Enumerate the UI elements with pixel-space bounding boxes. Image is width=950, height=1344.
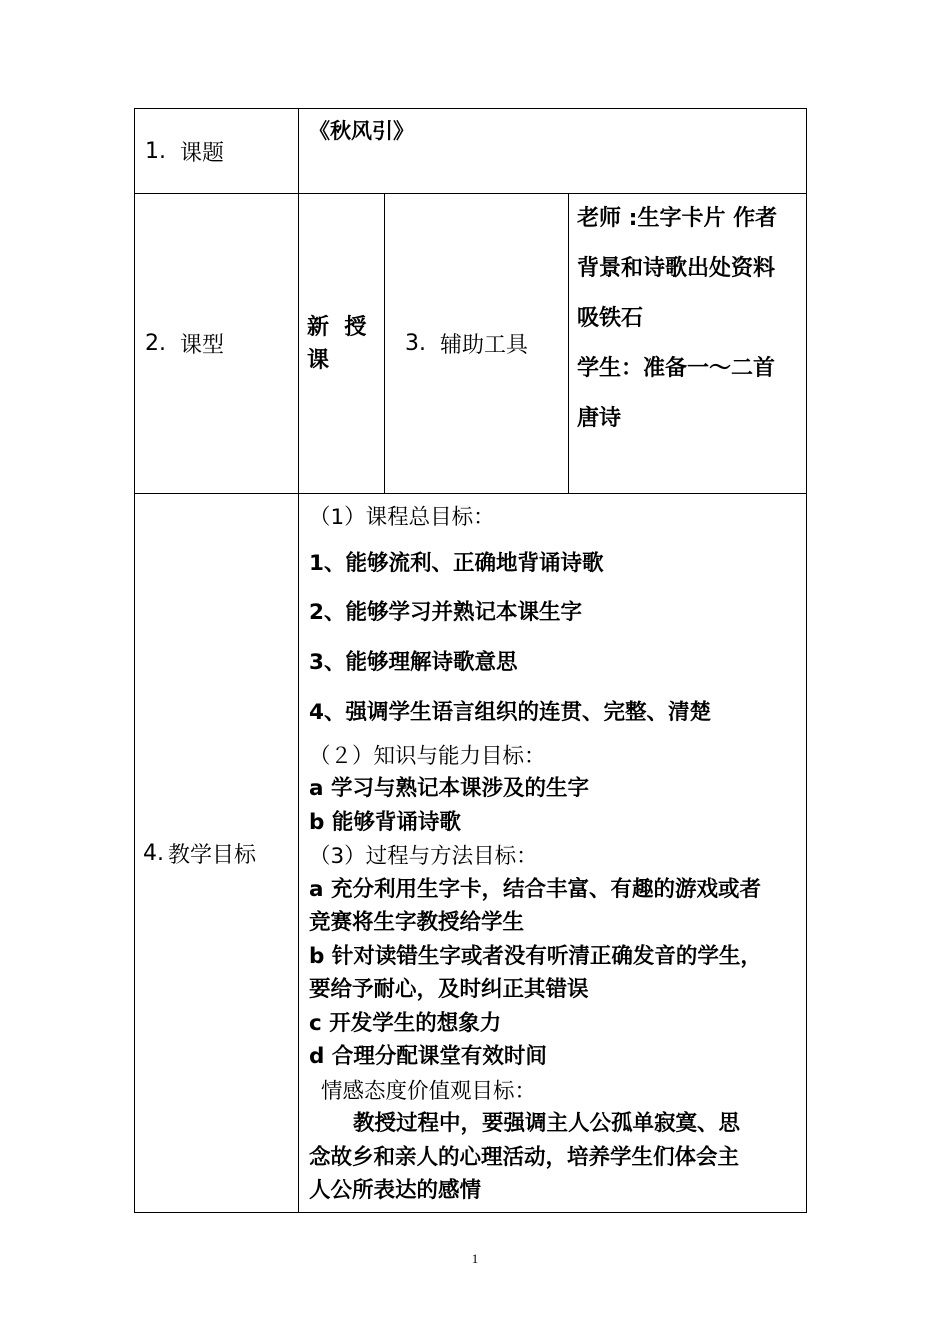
type-value-cell: [298, 193, 385, 494]
goals-line: a 充分利用生字卡，结合丰富、有趣的游戏或者: [309, 877, 761, 902]
goals-line: a 学习与熟记本课涉及的生字: [309, 776, 589, 801]
goals-heading: 情感态度价值观目标：: [321, 1079, 537, 1104]
type-label: 课型: [180, 333, 225, 358]
goals-line: 教授过程中，要强调主人公孤单寂寞、思: [353, 1111, 741, 1136]
tools-line: 老师 :生字卡片 作者: [577, 206, 778, 231]
type-label-cell: [134, 193, 299, 494]
goals-line: 2、能够学习并熟记本课生字: [309, 600, 582, 625]
goals-line: b 针对读错生字或者没有听清正确发音的学生，: [309, 944, 762, 969]
tools-line: 背景和诗歌出处资料: [577, 256, 776, 281]
topic-number: 1.: [145, 138, 166, 164]
goals-line: d 合理分配课堂有效时间: [309, 1044, 547, 1069]
goals-line: 1、能够流利、正确地背诵诗歌: [309, 551, 604, 576]
goals-value-cell: [298, 493, 807, 1213]
goals-heading: （1）课程总目标：: [309, 505, 495, 530]
goals-line: c 开发学生的想象力: [309, 1011, 502, 1036]
goals-line: 要给予耐心，及时纠正其错误: [309, 977, 589, 1002]
tools-line: 学生：准备一～二首: [577, 356, 776, 381]
goals-line: 4、强调学生语言组织的连贯、完整、清楚: [309, 700, 711, 725]
goals-line: 念故乡和亲人的心理活动，培养学生们体会主: [309, 1145, 740, 1170]
lesson-plan-table: [134, 108, 807, 1213]
type-value-line1: 新 授: [307, 314, 367, 340]
tools-label-cell: [384, 193, 569, 494]
page-number: 1: [471, 1251, 479, 1266]
topic-label-cell: [134, 108, 299, 194]
tools-label: 辅助工具: [440, 333, 529, 358]
type-number: 2.: [145, 331, 166, 356]
goals-heading: （3）过程与方法目标：: [309, 844, 538, 869]
goals-label: 教学目标: [168, 842, 257, 868]
goals-heading: （２）知识与能力目标：: [309, 744, 546, 769]
goals-line: 竞赛将生字教授给学生: [309, 910, 525, 935]
tools-line: 吸铁石: [577, 306, 644, 331]
goals-number: 4.: [143, 840, 164, 866]
lesson-title: 《秋风引》: [309, 119, 414, 143]
goals-line: b 能够背诵诗歌: [309, 810, 461, 835]
tools-number: 3.: [405, 331, 426, 356]
topic-label: 课题: [180, 140, 225, 166]
topic-value-cell: [298, 108, 807, 194]
type-value-line2: 课: [307, 347, 330, 373]
tools-value-cell: [568, 193, 807, 494]
tools-line: 唐诗: [577, 406, 622, 431]
goals-label-cell: [134, 493, 299, 1213]
goals-line: 人公所表达的感情: [309, 1178, 482, 1203]
goals-line: 3、能够理解诗歌意思: [309, 650, 518, 675]
